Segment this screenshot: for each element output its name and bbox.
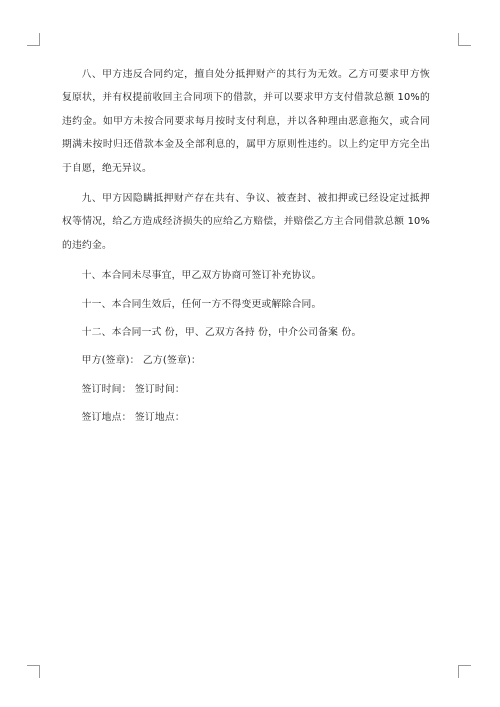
- clause-12: 十二、本合同一式 份，甲、乙双方各持 份，中介公司备案 份。: [81, 327, 362, 339]
- signature-line: 甲方(签章)： 乙方(签章)：: [81, 355, 201, 367]
- document-body: [62, 63, 430, 435]
- clause-10: 十、本合同未尽事宜，甲乙双方协商可签订补充协议。: [81, 270, 322, 282]
- page-corner-mark-top-right: [458, 33, 471, 46]
- page-corner-mark-bottom-left: [27, 665, 40, 678]
- signing-date-line: 签订时间： 签订时间：: [81, 383, 185, 395]
- clause-8: 八、甲方违反合同约定，擅自处分抵押财产的其行为无效。乙方可要求甲方恢复原状，并有权提前收回主合同项下的借款，并可以要求甲方支付借款总额 10%的违约金。如甲方未按合同要求每月按时支付利息，并以各种理由恶意拖欠，或合同期满未按时归还借款本金及全部利息的，属甲方原则性违约。以上约定甲方完全出于自愿，绝无异议。: [62, 69, 430, 174]
- clause-11: 十一、本合同生效后，任何一方不得变更或解除合同。: [81, 298, 322, 310]
- clause-9: 九、甲方因隐瞒抵押财产存在共有、争议、被查封、被扣押或已经设定过抵押权等情况，给乙方造成经济损失的应给乙方赔偿，并赔偿乙方主合同借款总额 10%的违约金。: [62, 193, 430, 251]
- page-corner-mark-bottom-right: [458, 665, 471, 678]
- signing-place-line: 签订地点： 签订地点：: [81, 412, 185, 424]
- page-corner-mark-top-left: [27, 33, 40, 46]
